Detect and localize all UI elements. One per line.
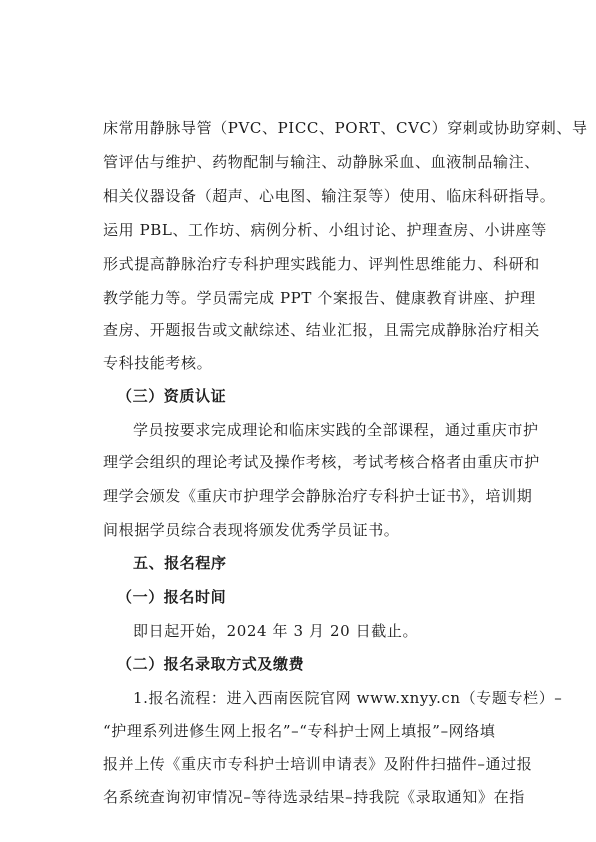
- text-line: 即日起开始，2024 年 3 月 20 日截止。: [133, 622, 419, 640]
- text-line: 查房、开题报告或文献综述、结业汇报，且需完成静脉治疗相关: [103, 321, 540, 339]
- text-line: 间根据学员综合表现将颁发优秀学员证书。: [103, 521, 400, 539]
- text-line: 1.报名流程：进入西南医院官网 www.xnyy.cn（专题专栏）–: [133, 689, 563, 707]
- text-line: 理学会组织的理论考试及操作考核，考试考核合格者由重庆市护: [103, 453, 540, 471]
- text-line: 运用 PBL、工作坊、病例分析、小组讨论、护理查房、小讲座等: [103, 221, 547, 239]
- text-line: 专科技能考核。: [103, 354, 213, 372]
- text-line: 名系统查询初审情况–等待选录结果–持我院《录取通知》在指: [103, 788, 525, 806]
- section-heading: 五、报名程序: [133, 554, 227, 572]
- text-line: 学员按要求完成理论和临床实践的全部课程，通过重庆市护: [133, 421, 539, 439]
- text-line: 床常用静脉导管（PVC、PICC、PORT、CVC）穿刺或协助穿刺、导: [103, 119, 588, 137]
- subsection-heading: （一）报名时间: [117, 588, 227, 606]
- subsection-heading: （三）资质认证: [117, 387, 227, 405]
- text-line: 管评估与维护、药物配制与输注、动静脉采血、血液制品输注、: [103, 153, 540, 171]
- text-line: 理学会颁发《重庆市护理学会静脉治疗专科护士证书》，培训期: [103, 487, 533, 505]
- text-line: 教学能力等。学员需完成 PPT 个案报告、健康教育讲座、护理: [103, 289, 536, 307]
- text-line: 报并上传《重庆市专科护士培训申请表》及附件扫描件–通过报: [103, 755, 533, 773]
- text-line: “护理系列进修生网上报名”–“专科护士网上填报”–网络填: [103, 722, 496, 740]
- text-line: 形式提高静脉治疗专科护理实践能力、评判性思维能力、科研和: [103, 255, 540, 273]
- subsection-heading: （二）报名录取方式及缴费: [117, 655, 305, 673]
- text-line: 相关仪器设备（超声、心电图、输注泵等）使用、临床科研指导。: [103, 187, 556, 205]
